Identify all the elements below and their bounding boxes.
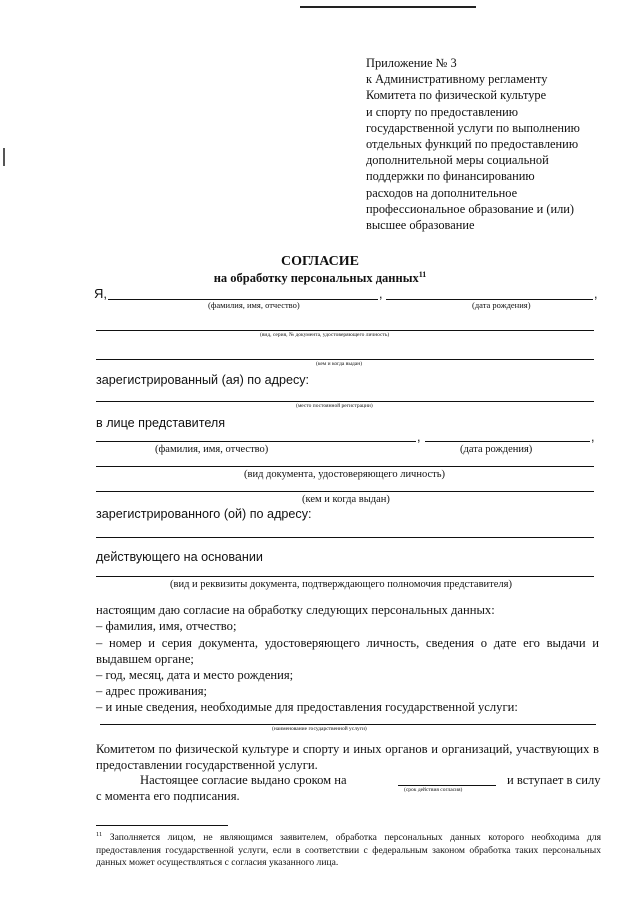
authority-document-field[interactable] bbox=[96, 576, 594, 577]
caption-representative-fio: (фамилия, имя, отчество) bbox=[155, 444, 269, 455]
left-margin-mark bbox=[3, 148, 5, 166]
appendix-line: поддержки по финансированию bbox=[366, 169, 535, 184]
consent-intro: настоящим даю согласие на обработку следующих персональных данных: bbox=[96, 603, 495, 617]
consent-item: – фамилия, имя, отчество; bbox=[96, 619, 237, 633]
appendix-line: дополнительной меры социальной bbox=[366, 153, 549, 168]
caption-birth-date: (дата рождения) bbox=[472, 300, 531, 310]
term-from-text: с момента его подписания. bbox=[96, 789, 240, 803]
committee-paragraph: Комитетом по физической культуре и спорту и иных органов и организаций, участвующих в предоставлении государственной услуги. bbox=[96, 742, 599, 773]
acting-basis-label: действующего на основании bbox=[96, 550, 263, 564]
appendix-line: отдельных функций по предоставлению bbox=[366, 137, 579, 152]
comma-separator: , bbox=[591, 430, 595, 444]
appendix-line: к Административному регламенту bbox=[366, 72, 548, 87]
top-border-mark bbox=[300, 6, 476, 8]
caption-representative-birth-date: (дата рождения) bbox=[460, 444, 533, 455]
term-start-text: Настоящее согласие выдано сроком на bbox=[140, 773, 347, 787]
consent-item: – адрес проживания; bbox=[96, 684, 207, 698]
caption-service-name: (наименование государственной услуги) bbox=[272, 726, 367, 732]
caption-authority-document: (вид и реквизиты документа, подтверждающего полномочия представителя) bbox=[170, 579, 512, 590]
consent-item: – и иные сведения, необходимые для предоставления государственной услуги: bbox=[96, 700, 518, 714]
representative-fio-field[interactable] bbox=[96, 441, 416, 442]
representative-address-field[interactable] bbox=[96, 537, 594, 538]
caption-fio: (фамилия, имя, отчество) bbox=[208, 300, 300, 310]
subtitle-text: на обработку персональных данных bbox=[213, 271, 419, 286]
appendix-line: расходов на дополнительное bbox=[366, 185, 518, 200]
appendix-line: профессиональное образование и (или) bbox=[366, 201, 575, 216]
footnote-ref: 11 bbox=[418, 270, 427, 279]
registered-address-field[interactable] bbox=[96, 401, 594, 402]
appendix-line: Приложение № 3 bbox=[366, 56, 457, 70]
representative-label: в лице представителя bbox=[96, 416, 226, 430]
representative-address-label: зарегистрированного (ой) по адресу: bbox=[96, 507, 312, 521]
footnote bbox=[96, 829, 601, 870]
ya-label: Я, bbox=[94, 286, 107, 301]
representative-id-document-field[interactable] bbox=[96, 466, 594, 467]
caption-registration-place: (место постоянной регистрации) bbox=[296, 403, 373, 409]
id-document-field[interactable] bbox=[96, 330, 594, 331]
representative-birth-date-field[interactable] bbox=[425, 441, 590, 442]
document-title: СОГЛАСИЕ bbox=[281, 254, 359, 269]
issued-by-field[interactable] bbox=[96, 359, 594, 360]
footnote-number: 11 bbox=[96, 831, 103, 838]
footnote-divider bbox=[96, 825, 228, 826]
term-end-text: и вступает в силу bbox=[507, 773, 601, 787]
term-field[interactable] bbox=[398, 785, 496, 786]
registered-address-label: зарегистрированный (ая) по адресу: bbox=[96, 373, 310, 387]
consent-item: – номер и серия документа, удостоверяющего личность, сведения о дате его выдачи и выдавшем органе; bbox=[96, 636, 599, 667]
appendix-line: Комитета по физической культуре bbox=[366, 88, 547, 103]
appendix-line: и спорту по предоставлению bbox=[366, 104, 518, 119]
appendix-header bbox=[366, 55, 616, 233]
consent-item: – год, месяц, дата и место рождения; bbox=[96, 668, 294, 682]
service-name-field[interactable] bbox=[100, 724, 596, 725]
document-subtitle bbox=[0, 270, 640, 286]
comma-separator: , bbox=[379, 287, 383, 301]
caption-issued-by: (кем и когда выдан) bbox=[316, 361, 363, 367]
representative-issued-by-field[interactable] bbox=[96, 491, 594, 492]
comma-separator: , bbox=[417, 430, 421, 444]
caption-representative-issued-by: (кем и когда выдан) bbox=[302, 494, 390, 505]
comma-separator: , bbox=[594, 287, 598, 301]
caption-id-document: (вид, серия, № документа, удостоверяющего личность) bbox=[260, 332, 390, 338]
caption-term: (срок действия согласия) bbox=[404, 787, 463, 793]
appendix-line: высшее образование bbox=[366, 218, 475, 233]
footnote-text: Заполняется лицом, не являющимся заявителем, обработка персональных данных которого необходима для предоставления государственной услуги, если в соответствии с федеральным законом обработка таких персональных данных может осуществляться с согласия указанного лица. bbox=[96, 832, 602, 869]
appendix-line: государственной услуги по выполнению bbox=[366, 120, 580, 135]
caption-representative-id-document: (вид документа, удостоверяющего личность) bbox=[244, 469, 446, 480]
